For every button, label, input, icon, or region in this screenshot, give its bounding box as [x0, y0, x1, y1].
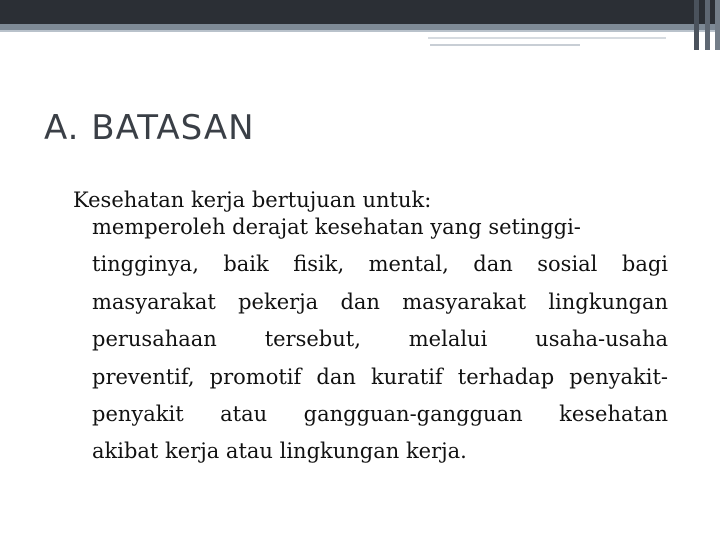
- header-stripe-light: [0, 30, 720, 32]
- corner-bar: [694, 0, 699, 50]
- header-bar: [0, 0, 720, 24]
- decorative-line-short: [430, 44, 580, 46]
- decorative-line: [428, 37, 666, 39]
- corner-decoration: [694, 0, 720, 50]
- body-line: preventif, promotif dan kuratif terhadap penyakit-: [92, 364, 668, 389]
- body-line: penyakit atau gangguan-gangguan kesehatan: [92, 402, 668, 427]
- body-paragraph: [92, 209, 668, 471]
- body-line: memperoleh derajat kesehatan yang setinggi-: [92, 215, 581, 239]
- body-line: akibat kerja atau lingkungan kerja.: [92, 439, 467, 464]
- corner-bar: [705, 0, 710, 50]
- corner-bar: [715, 0, 720, 50]
- slide-title: A. BATASAN: [44, 108, 255, 148]
- body-line: perusahaan tersebut, melalui usaha-usaha: [92, 327, 668, 352]
- body-line: tingginya, baik fisik, mental, dan sosial bagi: [92, 252, 668, 277]
- body-line: masyarakat pekerja dan masyarakat lingkungan: [92, 289, 668, 314]
- intro-text: Kesehatan kerja bertujuan untuk:: [73, 188, 432, 212]
